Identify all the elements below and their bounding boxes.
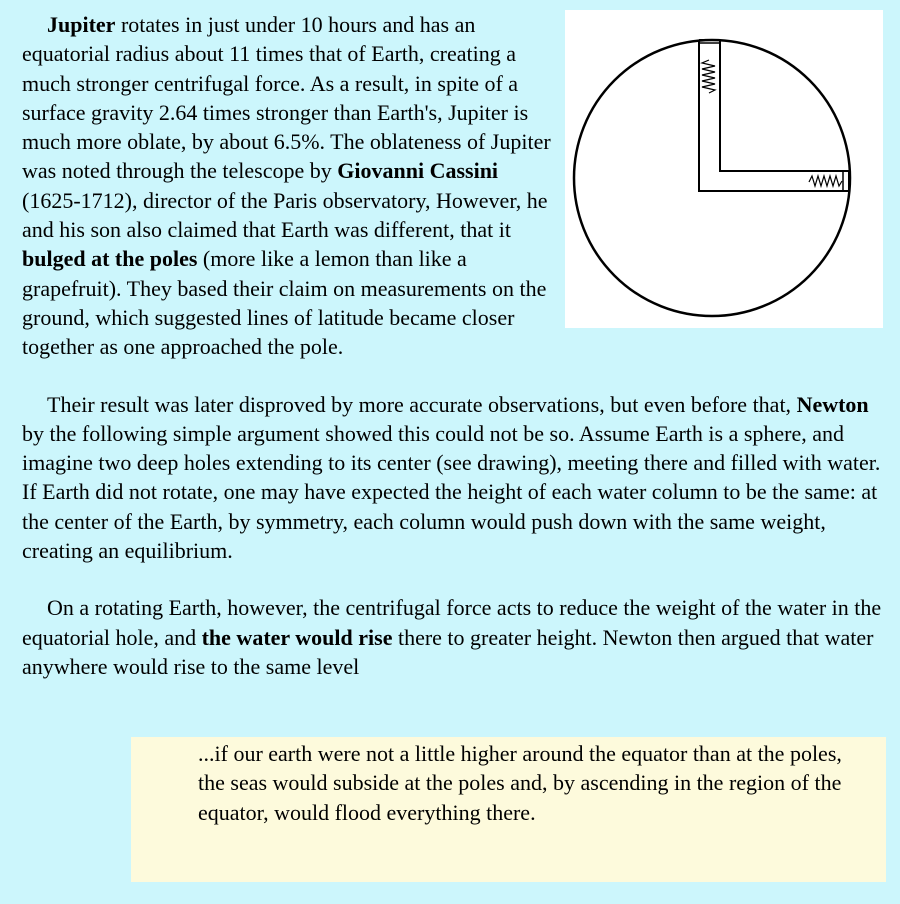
newton-quote-text: ...if our earth were not a little higher around the equator than at the poles, the seas would subside at the poles and, by ascending in the region of the equator, would flood everything there. (198, 741, 842, 825)
paragraph-1-text-b: (1625-1712), director of the Paris observatory, However, he and his son also claimed that Earth was different, that it (22, 187, 548, 243)
earth-holes-drawing (565, 10, 883, 328)
equatorial-spring-icon (809, 176, 842, 186)
paragraph-2 (22, 390, 882, 566)
earth-circle (574, 40, 850, 316)
term-newton: Newton (796, 391, 869, 417)
term-the-water-would-rise: the water would rise (201, 624, 393, 650)
article-body (22, 10, 882, 681)
newton-quote-box (131, 737, 886, 882)
paragraph-2-text-b: by the following simple argument showed this could not be so. Assume Earth is a sphere, and imagine two deep holes extending to its center (see drawing), meeting there and filled with water. If Earth did not rotate, one may have expected the height of each water column to be the same: at the center of the Earth, by symmetry, each column would push down with the same weight, creating an equilibrium. (22, 420, 881, 564)
paragraph-2-text-a: Their result was later disproved by more accurate observations, but even before that, (47, 391, 797, 417)
term-bulged-at-the-poles: bulged at the poles (22, 246, 198, 272)
paragraph-1-text-a: rotates in just under 10 hours and has an equatorial radius about 11 times that of Earth, creating a much stronger centrifugal force. As a result, in spite of a surface gravity 2.64 times stronger than Earth's, Jupiter is much more oblate, by about 6.5%. The oblateness of Jupiter was noted through the telescope by (22, 12, 551, 184)
polar-hole-outer-wall (699, 40, 849, 191)
earth-holes-diagram (565, 10, 883, 328)
paragraph-3-text-b: there to greater height. Newton then argued that water anywhere would rise to the same level (22, 624, 874, 679)
paragraph-3-text-a: On a rotating Earth, however, the centrifugal force acts to reduce the weight of the water in the equatorial hole, and (22, 595, 882, 650)
term-jupiter: Jupiter (47, 12, 116, 37)
paragraph-1-text-c: (more like a lemon than like a grapefruit). They based their claim on measurements on the ground, which suggested lines of latitude became closer together as one approached the pole. (22, 246, 547, 360)
paragraph-3 (22, 593, 882, 681)
term-giovanni-cassini: Giovanni Cassini (337, 158, 499, 184)
polar-spring-icon (702, 60, 715, 93)
